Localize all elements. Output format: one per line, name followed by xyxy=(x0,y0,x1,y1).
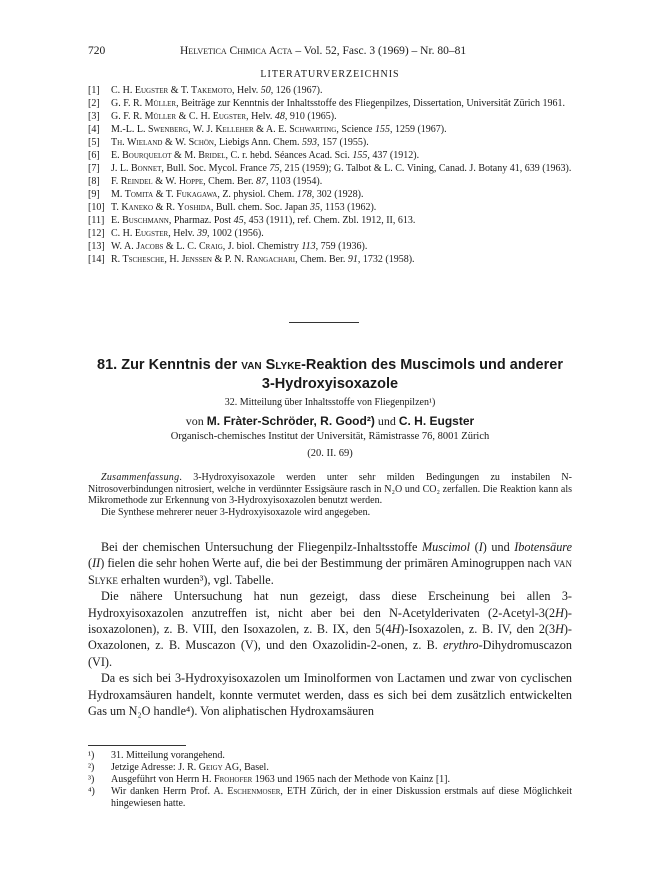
summary-paragraph: Die Synthese mehrerer neuer 3-Hydroxyisoxazole wird angegeben. xyxy=(101,506,371,518)
authors-first: M. Fràter-Schröder, R. Good xyxy=(206,414,367,428)
reference-rest: , 1153 (1962). xyxy=(319,202,377,213)
title-part: 81. Zur Kenntnis der xyxy=(97,357,242,373)
reference-authors: F. Reindel & W. Hoppe xyxy=(111,176,204,187)
text-run: ( xyxy=(470,540,479,554)
journal-name: Helvetica Chimica Acta xyxy=(180,45,293,57)
body-paragraph xyxy=(88,588,572,670)
text-run: ( xyxy=(88,556,93,571)
reference-number: [7] xyxy=(88,163,100,174)
text-run: Die nähere Untersuchung hat nun gezeigt, dass diese Erscheinung bei allen 3-Hydroxyisoxazolen anzutreffen ist, nicht aber bei den N-Acetylderivaten (2-Acetyl-3(2 xyxy=(88,589,572,620)
reference-number: [4] xyxy=(88,124,100,135)
reference-source: , Science xyxy=(336,124,375,135)
reference-rest: , 453 (1911), ref. Chem. Zbl. 1912, II, 613. xyxy=(243,215,416,226)
reference-authors: E. Buschmann xyxy=(111,215,169,226)
footnote-text: 31. Mitteilung vorangehend. xyxy=(111,750,225,761)
reference-number: [12] xyxy=(88,228,105,239)
body-text xyxy=(88,539,572,719)
reference-rest: , 1103 (1954). xyxy=(265,176,323,187)
reference-rest: , 437 (1912). xyxy=(367,150,420,161)
reference-source: , Helv. xyxy=(168,228,198,239)
reference-authors: C. H. Eugster xyxy=(111,228,169,239)
reference-number: [1] xyxy=(88,85,100,96)
reference-volume: 35 xyxy=(309,202,320,213)
reference-authors: G. F. R. Müller & C. H. Eugster xyxy=(111,111,247,122)
text-run: van Slyke xyxy=(88,556,572,587)
reference-volume: 113 xyxy=(301,241,316,252)
footnote-text: AG, Basel. xyxy=(222,762,269,773)
body-paragraph: Da es sich bei 3-Hydroxyisoxazolen um Iminolformen von Lactamen und zwar von cyclischen Hydroxamsäuren handelt, konnte vermutet werden, dass es sich bei dem zusätzlich entwickelten Gas um N₂O handle⁴). Von aliphatischen Hydroxamsäuren xyxy=(88,671,572,719)
reference-item xyxy=(88,214,572,227)
reference-authors: M.-L. L. Swenberg, W. J. Kelleher & A. E. Schwarting xyxy=(111,124,337,135)
title-line-2: 3-Hydroxyisoxazole xyxy=(261,376,399,392)
section-separator xyxy=(289,322,359,323)
footnote-mark: ³) xyxy=(88,774,95,785)
footnote-mark: ¹) xyxy=(88,750,95,761)
reference-number: [14] xyxy=(88,254,105,265)
footnotes xyxy=(88,750,572,810)
reference-source: , Bull. Soc. Mycol. France xyxy=(161,163,270,174)
reference-number: [3] xyxy=(88,111,100,122)
reference-source: , Helv. xyxy=(246,111,275,122)
reference-number: [8] xyxy=(88,176,100,187)
footnote-name: Frohofer xyxy=(214,774,253,785)
text-run: ) und xyxy=(482,540,515,554)
authors-last: C. H. Eugster xyxy=(398,414,475,428)
footnote-name: Eschenmoser xyxy=(227,786,281,797)
journal-line xyxy=(180,44,466,58)
reference-item xyxy=(88,84,572,97)
reference-source: , Pharmaz. Post xyxy=(168,215,234,226)
reference-item xyxy=(88,149,572,162)
reference-authors: M. Tomita & T. Fukagawa xyxy=(111,189,218,200)
footnote-item xyxy=(88,750,572,762)
footnote-mark: ²) xyxy=(88,762,95,773)
reference-source: , Liebigs Ann. Chem. xyxy=(213,137,303,148)
journal-issue: – Vol. 52, Fasc. 3 (1969) – Nr. 80–81 xyxy=(292,45,467,57)
text-run: -Dihydromuscazon (VI). xyxy=(88,638,572,669)
text-run: H xyxy=(555,622,564,637)
footnote-text: Jetzige Adresse: J. R. xyxy=(111,762,199,773)
reference-item xyxy=(88,240,572,253)
text-run: II xyxy=(92,556,101,571)
reference-number: [6] xyxy=(88,150,100,161)
footnote-text: , ETH Zürich, der in einer Diskussion erstmals auf diese Möglichkeit hingewiesen hatte. xyxy=(111,786,572,809)
reference-authors: E. Bourquelot & M. Bridel xyxy=(111,150,226,161)
reference-source: , Chem. Ber. xyxy=(203,176,256,187)
text-run: H xyxy=(391,622,401,637)
reference-authors: J. L. Bonnet xyxy=(111,163,162,174)
reference-rest: , 1732 (1958). xyxy=(357,254,415,265)
footnote-text: Ausgeführt von Herrn H. xyxy=(111,774,215,785)
footnote-mark: ⁴) xyxy=(88,786,95,797)
text-run: Bei der chemischen Untersuchung der Fliegenpilz-Inhaltsstoffe xyxy=(101,540,422,554)
reference-number: [13] xyxy=(88,241,105,252)
page-number: 720 xyxy=(88,45,106,57)
reference-volume: 155 xyxy=(374,124,390,135)
reference-volume: 91 xyxy=(347,254,358,265)
reference-authors: W. A. Jacobs & L. C. Craig xyxy=(111,241,223,252)
summary xyxy=(88,472,572,518)
text-run: )-isoxazolonen), z. B. VIII, den Isoxazolen, z. B. IX, den 5(4 xyxy=(88,605,572,637)
title-part: -Reaktion des Muscimols und anderer xyxy=(301,357,563,373)
authors-sup: ²) xyxy=(366,414,375,428)
reference-authors: C. H. Eugster & T. Takemoto xyxy=(111,85,232,96)
reference-item xyxy=(88,201,572,214)
reference-source: , Beiträge zur Kenntnis der Inhaltsstoffe des Fliegenpilzes, Dissertation, Universität Zürich 1961. xyxy=(176,98,565,109)
reference-item xyxy=(88,123,572,136)
reference-volume: 39 xyxy=(197,228,208,239)
reference-volume: 50 xyxy=(260,85,271,96)
reference-rest: , 910 (1965). xyxy=(284,111,337,122)
reference-authors: R. Tschesche, H. Jenssen & P. N. Rangachari xyxy=(111,254,296,265)
title-name: van Slyke xyxy=(241,357,302,373)
footnote-item xyxy=(88,762,572,774)
text-run: erhalten wurden³), vgl. Tabelle. xyxy=(117,572,274,587)
article-title xyxy=(88,356,572,394)
reference-authors: G. F. R. Müller xyxy=(111,98,177,109)
footnote-item xyxy=(88,786,572,810)
reference-rest: , 126 (1967). xyxy=(270,85,323,96)
footnote-text: 1963 und 1965 nach der Methode von Kainz [1]. xyxy=(252,774,451,785)
reference-source: , J. biol. Chemistry xyxy=(222,241,302,252)
summary-text: . 3-Hydroxyisoxazole werden unter sehr milden Bedingungen zu instabilen N-Nitrosoverbindungen nitrosiert, welche in verdünnter Essigsäure rasch in N₂O und CO₂ zerfallen. Die Reaktion kann als Mikromethode zur Erkennung von 3-Hydroxyisoxazolen benutzt werden. xyxy=(88,472,572,506)
institute: Organisch-chemisches Institut der Universität, Rämistrasse 76, 8001 Zürich xyxy=(170,431,490,442)
text-run: ) fielen die sehr hohen Werte auf, die bei der Bestimmung der primären Aminogruppen nach xyxy=(100,556,554,571)
reference-number: [5] xyxy=(88,137,100,148)
reference-rest: , 157 (1955). xyxy=(317,137,369,148)
text-run: )-Isoxazolen, z. B. IV, den 2(3 xyxy=(400,622,556,637)
text-run: erythro xyxy=(443,638,479,653)
text-run: I xyxy=(478,540,483,554)
summary-paragraph xyxy=(88,472,572,507)
reference-source: , Z. physiol. Chem. xyxy=(217,189,297,200)
reference-item xyxy=(88,136,572,149)
article-subtitle: 32. Mitteilung über Inhaltsstoffe von Fliegenpilzen¹) xyxy=(224,397,436,408)
reference-item xyxy=(88,162,572,175)
reference-rest: , 1002 (1956). xyxy=(207,228,264,239)
text-run: H xyxy=(555,605,564,620)
reference-rest: , 215 (1959); G. Talbot & L. C. Vining, Canad. J. Botany 41, 639 (1963). xyxy=(279,163,572,174)
reference-rest: , 1259 (1967). xyxy=(389,124,447,135)
reference-authors: T. Kaneko & R. Yoshida xyxy=(111,202,211,213)
reference-item xyxy=(88,188,572,201)
reference-number: [9] xyxy=(88,189,100,200)
reference-volume: 75 xyxy=(269,163,280,174)
reference-source: , Helv. xyxy=(232,85,261,96)
reference-rest: , 759 (1936). xyxy=(315,241,368,252)
reference-source: , Bull. chem. Soc. Japan xyxy=(210,202,310,213)
summary-label: Zusammenfassung xyxy=(101,472,180,483)
reference-number: [11] xyxy=(88,215,105,226)
literature-heading: LITERATURVERZEICHNIS xyxy=(260,69,400,80)
reference-number: [10] xyxy=(88,202,105,213)
reference-volume: 178 xyxy=(296,189,312,200)
body-paragraph xyxy=(88,539,572,588)
footnote-rule xyxy=(88,745,186,746)
author-line xyxy=(88,414,572,429)
reference-item xyxy=(88,253,572,266)
footnote-item xyxy=(88,774,572,786)
text-run: )-Oxazolonen, z. B. Muscazon (V), und den Oxazolidin-2-onen, z. B. xyxy=(88,622,572,653)
reference-volume: 593 xyxy=(302,137,318,148)
reference-rest: , 302 (1928). xyxy=(311,189,364,200)
reference-item xyxy=(88,97,572,110)
reference-volume: 45 xyxy=(233,215,244,226)
reference-list xyxy=(88,84,572,266)
reference-authors: Th. Wieland & W. Schön xyxy=(111,137,214,148)
reference-item xyxy=(88,110,572,123)
text-run: Ibotensäure xyxy=(514,540,572,554)
text-run: Muscimol xyxy=(421,540,471,554)
reference-volume: 48 xyxy=(274,111,285,122)
footnote-name: Geigy xyxy=(198,762,223,773)
footnote-text: Wir danken Herrn Prof. A. xyxy=(111,786,228,797)
reference-item xyxy=(88,227,572,240)
received-date: (20. II. 69) xyxy=(307,448,353,459)
reference-number: [2] xyxy=(88,98,100,109)
reference-source: , C. r. hebd. Séances Acad. Sci. xyxy=(225,150,353,161)
reference-item xyxy=(88,175,572,188)
authors-und: und xyxy=(374,414,399,428)
reference-volume: 155 xyxy=(352,150,368,161)
reference-source: , Chem. Ber. xyxy=(295,254,348,265)
reference-volume: 87 xyxy=(255,176,266,187)
authors-von: von xyxy=(185,414,207,428)
